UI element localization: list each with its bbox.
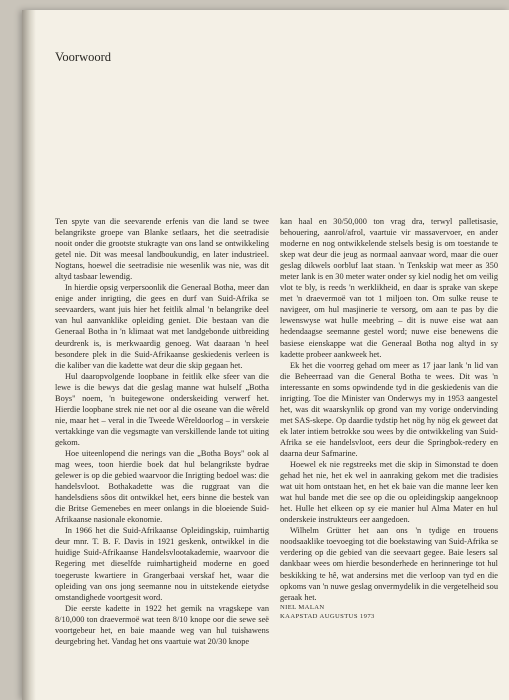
paragraph: Ten spyte van die seevarende erfenis van die land se twee belangrikste groepe van Blanke setlaars, het die seetradisie nooit onder die grootste stukragte van ons land se ontwikkeling getel nie. Dit was meesal landboukundig, en later industrieel. Nogtans, hoewel die seetradisie nie wesenlik was nie, was dit altyd tasbaar lewendig. [55, 217, 269, 282]
paragraph: Hoewel ek nie regstreeks met die skip in Simonstad te doen gehad het nie, het ek wel in aanraking gekom met die tradisies wat uit hom ontstaan het, en het ek baie van die manne leer ken wat hul bande met die see op die ou opleidingskip aangeknoop het. Hulle het elkeen op sy eie manier hul Alma Mater en hul onderskeie instrukteurs eer aangedoen. [280, 460, 498, 525]
paragraph: Hul daaropvolgende loopbane in feitlik elke sfeer van die lewe is die bewys dat die geslag manne wat hulself „Botha Boys" noem, 'n buitegewone onderskeiding verwerf het. Hierdie loopbane strek nie net oor al die oseane van die wêreld nie, maar het – veral in die Tweede Wêreldoorlog – in verskeie vertakkinge van die vegsmagte van verskillende lande tot uiting gekom. [55, 371, 269, 447]
paragraph: Die eerste kadette in 1922 het gemik na vragskepe van 8/10,000 ton draevermoë wat teen 8/10 knope oor die sewe seë voortgebeur het, en baie maande weg van hul tuishawens deurgebring het. Vandag het ons vaartuie wat 20/30 knope [55, 603, 269, 646]
paragraph: Hoe uiteenlopend die nerings van die „Botha Boys" ook al mag wees, toon hierdie boek dat hul belangrikste bydrae gelewer is op die gebied waarvoor die Inrigting bedoel was: die handelsvloot. Bothakadette was die ruggraat van die handelsdiens sôos dit ontwikkel het, eers binne die bestek van die Britse Gemenebes en meer onlangs in die bloeiende Suid-Afrikaanse nasionale ekonomie. [55, 448, 269, 525]
text-column-left [55, 216, 269, 647]
paragraph: kan haal en 30/50,000 ton vrag dra, terwyl palletisasie, behouering, aanrol/afrol, vaartuie vir massavervoer, en ander moderne en nog ontwikkelende stelsels besig is om toestande te skep wat deur die jeug as normaal aanvaar word, maar die ouer geslag dikwels oorbluf laat staan. 'n Tenkskip wat meer as 350 meter lank is en 30 meter water onder sy kiel nodig het om veilig vlot te bly, is reeds 'n werklikheid, en daar is sprake van skepe met 'n draevermoë van tot 1 miljoen ton. Om sulke reuse te navigeer, om hul masjinerie te versorg, om aan te pas by die lewenswyse wat hulle meebring – dit is nuwe eise wat aan hedendaagse seemanne gestel word; nuwe eise benewens die basiese eienskappe wat die Generaal Botha nog altyd in sy kadette probeer aankweek het. [280, 217, 498, 359]
signature-place-date: KAAPSTAD AUGUSTUS 1973 [280, 612, 375, 620]
paragraph: In 1966 het die Suid-Afrikaanse Opleidingskip, ruimhartig deur mnr. T. B. F. Davis in 1921 geskenk, ontwikkel in die huidige Suid-Afrikaanse Handelsvlootakademie, waarvoor die Regering met dieselfde ruimhartigheid moderne en goed toegeruste kwartiere in Grangerbaai verskaf het, waar die opleiding van ons jong seemanne nou in uitstekende eietydse omstandighede voortgesit word. [55, 526, 269, 602]
paragraph: Ek het die voorreg gehad om meer as 17 jaar lank 'n lid van die Beheerraad van die General Botha te wees. Dit was 'n interessante en soms opwindende tyd in die geskiedenis van die inrigting. Toe die Minister van Onderwys my in 1953 aangestel het, was dit waarskynlik op grond van my vorige ondervinding met SAS-skepe. Op daardie tydstip het nög hy nög ek geweet dat ek later intiem betrokke sou wees by die ontwikkeling van Suid-Afrika se eie handelsvloot, eers deur die Springbok-redery en daarna deur Safmarine. [280, 360, 498, 458]
book-page [22, 10, 509, 700]
signature-name: NIEL MALAN [280, 603, 325, 611]
page-title: Voorwoord [55, 50, 112, 64]
page-gutter-shadow [22, 10, 36, 700]
text-column-right [280, 216, 498, 622]
paragraph: In hierdie opsig verpersoonlik die Generaal Botha, meer dan enige ander inrigting, die gees en durf van Suid-Afrika se seevaarders, want juis hier het feitlik almal 'n belangrike deel van hul aanvanklike opleiding geniet. Die bestaan van die Generaal Botha in 'n klimaat wat met landgebonde uitbreiding deurdrenk is, is merkwaardig genoeg. Wat daaraan 'n heel besondere plek in die Suid-Afrikaanse geskiedenis verleen is die kaliber van die kadette wat deur die skip gegaan het. [55, 283, 269, 370]
paragraph: Wilhelm Grütter het aan ons 'n tydige en trouens noodsaaklike toevoeging tot die boekstawing van Suid-Afrika se verdering op die gebied van die seevaart gegee. Baie lesers sal dankbaar wees om hierdie besonderhede en herinneringe tot hul beskikking te hê, wat andersins met die verloop van tyd en die opkoms van 'n nuwe geslag onvermydelik in die vergetelheid sou geraak het. [280, 526, 499, 602]
